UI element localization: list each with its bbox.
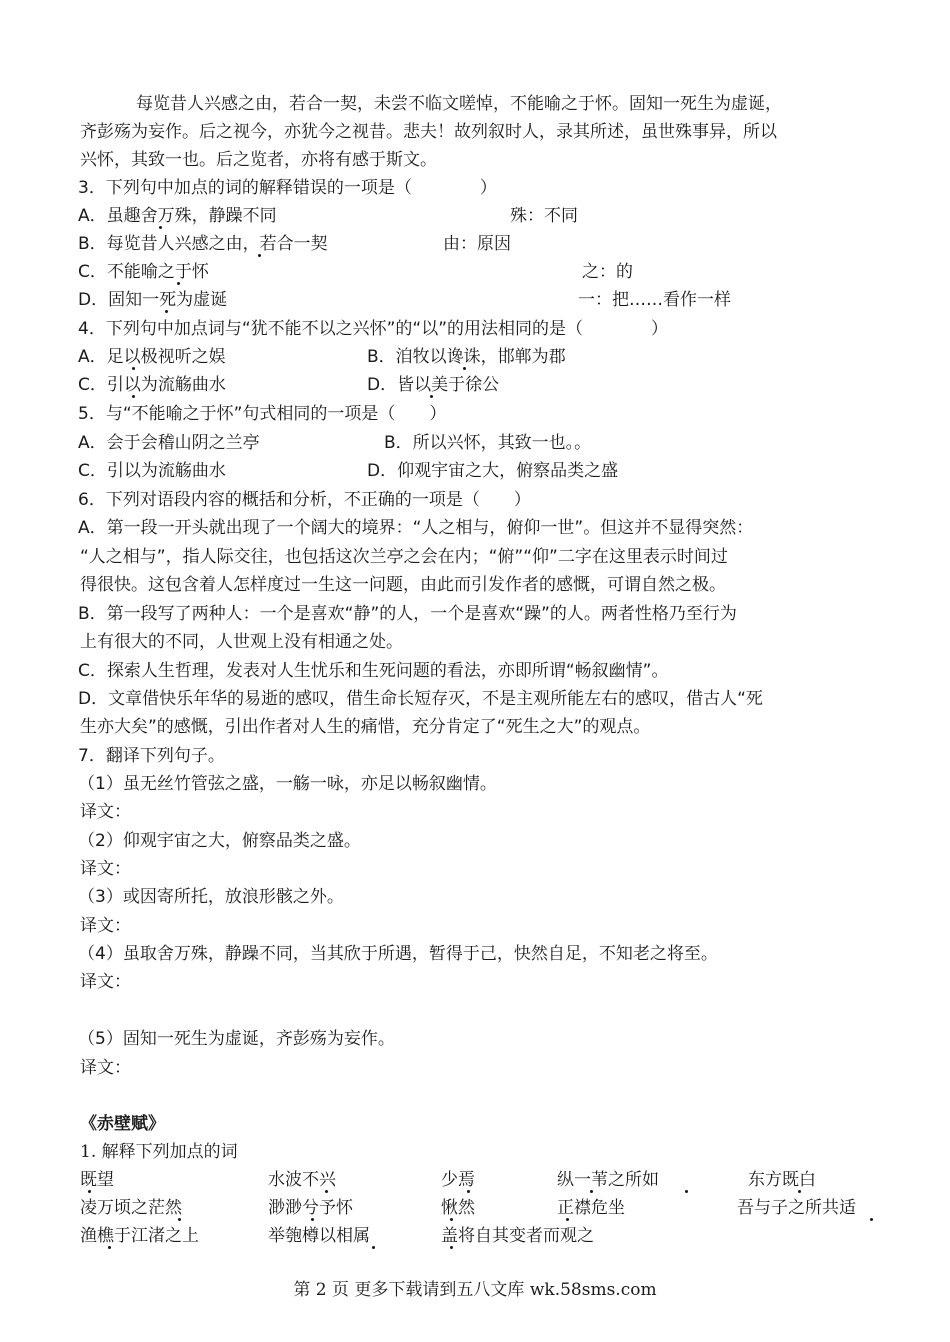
emphasis-dot (566, 1218, 569, 1221)
q3-stem: 3．下列句中加点的词的解释错误的一项是（ ） (78, 178, 497, 198)
q5-option-b: B．所以兴怀，其致一也。。 (384, 433, 592, 453)
q4-option-c: C．引以为流觞曲水 (78, 375, 226, 395)
q7-item-1: （1）虽无丝竹管弦之盛，一觞一咏，亦足以畅叙幽情。 (78, 774, 497, 794)
q7-item-5: （5）固知一死生为虚诞，齐彭殇为妄作。 (78, 1029, 395, 1049)
passage-line-2: 齐彭殇为妄作。后之视今，亦犹今之视昔。悲夫！故列叙时人，录其所述，虽世殊事异，所以 (80, 122, 777, 142)
q7-item-4: （4）虽取舍万殊，静躁不同，当其欣于所遇，暂得于己，快然自足，不知老之将至。 (78, 944, 718, 964)
q5-stem: 5．与“不能喻之于怀”句式相同的一项是（ ） (78, 404, 447, 424)
chibi-word: 渺渺兮予怀 (268, 1198, 353, 1218)
q7-answer-label-2: 译文： (80, 859, 131, 879)
q4-stem: 4．下列句中加点词与“犹不能不以之兴怀”的“以”的用法相同的是（ ） (78, 319, 669, 339)
chibi-word: 少焉 (441, 1170, 475, 1190)
emphasis-dot (798, 1190, 801, 1193)
q3-option-c-gloss: 之：的 (582, 262, 633, 282)
emphasis-dot (132, 395, 135, 398)
q7-stem: 7．翻译下列句子。 (78, 746, 225, 766)
emphasis-dot (258, 254, 261, 257)
chibi-word: 东方既白 (748, 1170, 816, 1190)
q6-option-a-line-1: A．第一段一开头就出现了一个阔大的境界：“人之相与，俯仰一世”。但这并不显得突然： (78, 518, 754, 538)
chibi-word: 愀然 (441, 1198, 475, 1218)
q3-option-b-gloss: 由：原因 (443, 234, 511, 254)
q6-option-d-line-2: 生亦大矣”的感慨，引出作者对人生的痛惜，充分肯定了“死生之大”的观点。 (80, 717, 651, 737)
q3-option-a: A．虽趣舍万殊，静躁不同 (78, 206, 277, 226)
q3-option-b: B．每览昔人兴感之由，若合一契 (78, 234, 328, 254)
emphasis-dot (870, 1218, 873, 1221)
q3-option-c: C．不能喻之于怀 (78, 262, 209, 282)
emphasis-dot (132, 367, 135, 370)
chibi-word: 吾与子之所共适 (737, 1198, 856, 1218)
q3-option-d-gloss: 一：把……看作一样 (578, 290, 731, 310)
emphasis-dot (159, 226, 162, 229)
chibi-word: 既望 (80, 1170, 114, 1190)
chibi-word: 渔樵于江渚之上 (80, 1226, 199, 1246)
q7-answer-label-3: 译文： (80, 916, 131, 936)
emphasis-dot (685, 1190, 688, 1193)
q5-option-c: C．引以为流觞曲水 (78, 461, 226, 481)
emphasis-dot (430, 395, 433, 398)
emphasis-dot (88, 1190, 91, 1193)
emphasis-dot (463, 367, 466, 370)
q6-stem: 6．下列对语段内容的概括和分析，不正确的一项是（ ） (78, 490, 531, 510)
passage-line-1: 每览昔人兴感之由，若合一契，未尝不临文嗟悼，不能喻之于怀。固知一死生为虚诞， (136, 94, 782, 114)
chibi-q1-stem: 1. 解释下列加点的词 (80, 1142, 238, 1162)
emphasis-dot (165, 310, 168, 313)
chibi-word: 正襟危坐 (557, 1198, 625, 1218)
q7-answer-label-5: 译文： (80, 1058, 131, 1078)
emphasis-dot (177, 282, 180, 285)
chibi-word: 水波不兴 (268, 1170, 336, 1190)
emphasis-dot (450, 1246, 453, 1249)
q6-option-a-line-3: 得很快。这包含着人怎样度过一生这一问题，由此而引发作者的感慨，可谓自然之极。 (80, 575, 726, 595)
q6-option-a-line-2: “人之相与”，指人际交往，也包括这次兰亭之会在内；“俯”“仰”二字在这里表示时间过 (80, 547, 728, 567)
q6-option-b-line-2: 上有很大的不同，人世观上没有相通之处。 (80, 632, 403, 652)
page-footer: 第 2 页 更多下载请到五八文库 wk.58sms.com (293, 1280, 657, 1300)
passage-line-3: 兴怀，其致一也。后之览者，亦将有感于斯文。 (80, 150, 437, 170)
q4-option-b: B．洎牧以谗诛，邯郸为郡 (367, 347, 566, 367)
emphasis-dot (311, 1218, 314, 1221)
q7-item-2: （2）仰观宇宙之大，俯察品类之盛。 (78, 831, 361, 851)
emphasis-dot (467, 1190, 470, 1193)
q6-option-d-line-1: D．文章借快乐年华的易逝的感叹，借生命长短存灭，不是主观所能左右的感叹，借古人“死 (78, 689, 763, 709)
emphasis-dot (108, 1246, 111, 1249)
section-title: 《赤壁赋》 (80, 1114, 165, 1134)
emphasis-dot (178, 1218, 181, 1221)
q3-option-a-gloss: 殊：不同 (510, 206, 578, 226)
q6-option-b-line-1: B．第一段写了两种人：一个是喜欢“静”的人，一个是喜欢“躁”的人。两者性格乃至行为 (78, 604, 737, 624)
q7-item-3: （3）或因寄所托，放浪形骸之外。 (78, 887, 344, 907)
chibi-word: 举匏樽以相属 (268, 1226, 370, 1246)
q4-option-d: D．皆以美于徐公 (367, 375, 500, 395)
emphasis-dot (590, 1190, 593, 1193)
q7-answer-label-4: 译文： (80, 972, 131, 992)
q3-option-d: D．固知一死为虚诞 (78, 290, 228, 310)
q4-option-a: A．足以极视听之娱 (78, 347, 226, 367)
chibi-word: 凌万顷之茫然 (80, 1198, 182, 1218)
q5-option-a: A．会于会稽山阴之兰亭 (78, 433, 260, 453)
emphasis-dot (325, 1190, 328, 1193)
q6-option-c: C．探索人生哲理，发表对人生忧乐和生死问题的看法，亦即所谓“畅叙幽情”。 (78, 661, 669, 681)
chibi-word: 纵一苇之所如 (557, 1170, 659, 1190)
q7-answer-label-1: 译文： (80, 802, 131, 822)
q5-option-d: D．仰观宇宙之大，俯察品类之盛 (367, 461, 619, 481)
emphasis-dot (372, 1246, 375, 1249)
emphasis-dot (450, 1218, 453, 1221)
chibi-word: 盖将自其变者而观之 (441, 1226, 594, 1246)
